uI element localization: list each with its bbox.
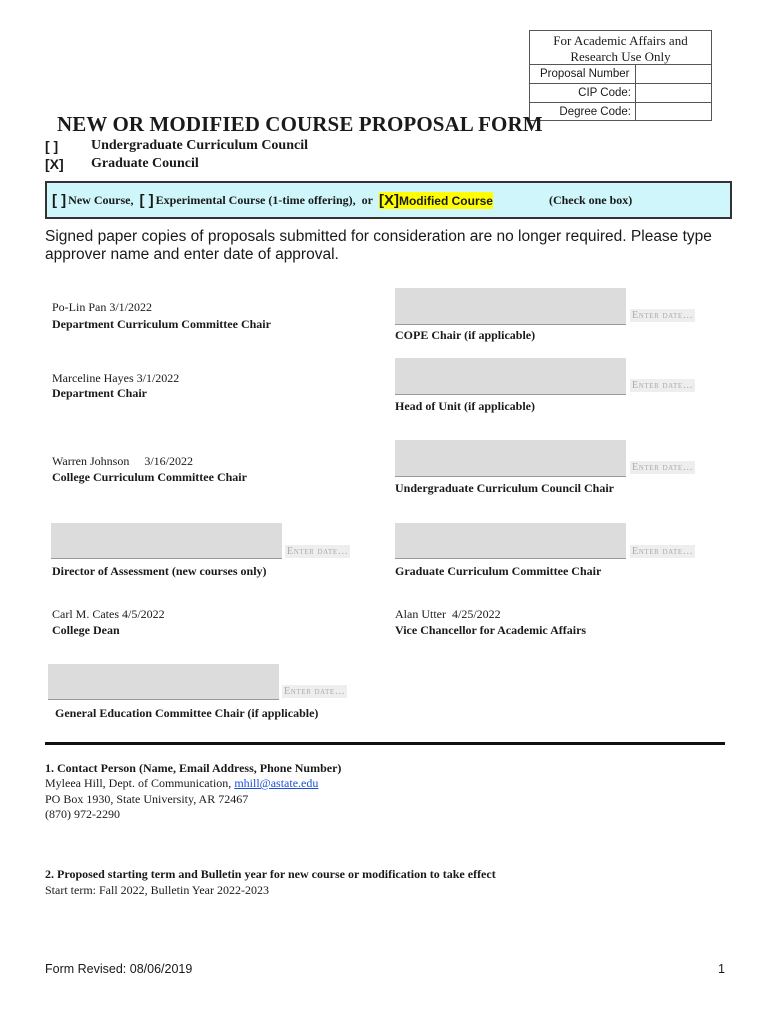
vcaa-role: Vice Chancellor for Academic Affairs — [395, 623, 587, 637]
gen-ed-signature-field[interactable] — [48, 664, 279, 700]
section1-phone: (870) 972-2290 — [45, 807, 120, 821]
checkbox-modified-course[interactable]: [X] — [378, 191, 399, 209]
form-title: NEW OR MODIFIED COURSE PROPOSAL FORM — [57, 112, 543, 136]
modified-course-label: Modified Course — [398, 193, 493, 208]
academic-affairs-header: For Academic Affairs and Research Use Only — [530, 31, 711, 65]
section1-address: PO Box 1930, State University, AR 72467 — [45, 792, 249, 806]
check-one-note: (Check one box) — [548, 192, 633, 207]
dept-curriculum-signer[interactable]: Po-Lin Pan 3/1/2022 — [52, 300, 153, 314]
experimental-course-label: Experimental Course (1-time offering), — [155, 192, 356, 207]
section1-heading: 1. Contact Person (Name, Email Address, Phone Number) — [45, 761, 342, 775]
gen-ed-role: General Education Committee Chair (if applicable) — [55, 706, 319, 720]
gcc-chair-signature-field[interactable] — [395, 523, 626, 559]
degree-code-field[interactable] — [636, 103, 711, 121]
head-unit-role: Head of Unit (if applicable) — [395, 399, 535, 413]
council-label-graduate: Graduate Council — [91, 156, 199, 171]
gcc-chair-role: Graduate Curriculum Committee Chair — [395, 564, 602, 578]
vcaa-signer[interactable]: Alan Utter 4/25/2022 — [395, 607, 501, 621]
checkbox-undergraduate[interactable]: [ ] — [45, 138, 59, 154]
college-curriculum-role: College Curriculum Committee Chair — [52, 470, 247, 484]
degree-code-row — [530, 103, 711, 121]
cope-signature-field[interactable] — [395, 288, 626, 325]
gen-ed-date-field[interactable]: Enter date… — [284, 686, 346, 697]
contact-name-text: Myleea Hill, Dept. of Communication, — [45, 776, 232, 790]
assessment-date-field[interactable]: Enter date… — [287, 546, 349, 557]
section2-heading: 2. Proposed starting term and Bulletin year for new course or modification to take effect — [45, 867, 496, 881]
cope-date-field[interactable]: Enter date… — [632, 310, 694, 321]
section2-body: Start term: Fall 2022, Bulletin Year 2022-2023 — [45, 883, 269, 897]
ucc-chair-role: Undergraduate Curriculum Council Chair — [395, 481, 614, 495]
cip-code-label: CIP Code: — [530, 84, 636, 102]
page-number: 1 — [718, 962, 725, 976]
council-option-graduate[interactable] — [45, 156, 199, 172]
form-revised-date: Form Revised: 08/06/2019 — [45, 962, 193, 976]
cip-code-field[interactable] — [636, 84, 711, 102]
assessment-signature-field[interactable] — [51, 523, 282, 559]
checkbox-graduate[interactable]: [X] — [45, 156, 64, 172]
council-option-undergraduate[interactable] — [45, 138, 308, 154]
section-divider — [45, 742, 725, 745]
course-type-box — [45, 181, 732, 219]
dept-curriculum-role: Department Curriculum Committee Chair — [52, 317, 271, 331]
or-text: or — [361, 192, 373, 207]
degree-code-label: Degree Code: — [530, 103, 636, 121]
dean-role: College Dean — [52, 623, 120, 637]
new-course-label: New Course, — [68, 192, 134, 207]
contact-email-link[interactable]: mhill@astate.edu — [234, 776, 319, 790]
council-label-undergraduate: Undergraduate Curriculum Council — [91, 138, 308, 153]
dean-signer[interactable]: Carl M. Cates 4/5/2022 — [52, 607, 165, 621]
head-unit-signature-field[interactable] — [395, 358, 626, 395]
dept-chair-role: Department Chair — [52, 386, 147, 400]
section1-line1 — [45, 776, 318, 791]
academic-affairs-box — [529, 30, 712, 121]
cope-role: COPE Chair (if applicable) — [395, 328, 536, 342]
ucc-chair-signature-field[interactable] — [395, 440, 626, 477]
head-unit-date-field[interactable]: Enter date… — [632, 380, 694, 391]
assessment-role: Director of Assessment (new courses only) — [52, 564, 267, 578]
checkbox-experimental-course[interactable]: [ ] — [139, 191, 154, 209]
checkbox-new-course[interactable]: [ ] — [52, 191, 67, 209]
proposal-number-row — [530, 65, 711, 84]
proposal-number-label: Proposal Number — [530, 65, 636, 83]
modified-course-option[interactable] — [379, 192, 493, 209]
instructions-text: Signed paper copies of proposals submitted for consideration are no longer required. Please type approver name and enter date of approval. — [45, 228, 712, 263]
dept-chair-signer[interactable]: Marceline Hayes 3/1/2022 — [52, 371, 180, 385]
college-curriculum-signer[interactable]: Warren Johnson 3/16/2022 — [52, 454, 194, 468]
ucc-chair-date-field[interactable]: Enter date… — [632, 462, 694, 473]
cip-code-row — [530, 84, 711, 103]
gcc-chair-date-field[interactable]: Enter date… — [632, 546, 694, 557]
proposal-number-field[interactable] — [636, 65, 711, 83]
